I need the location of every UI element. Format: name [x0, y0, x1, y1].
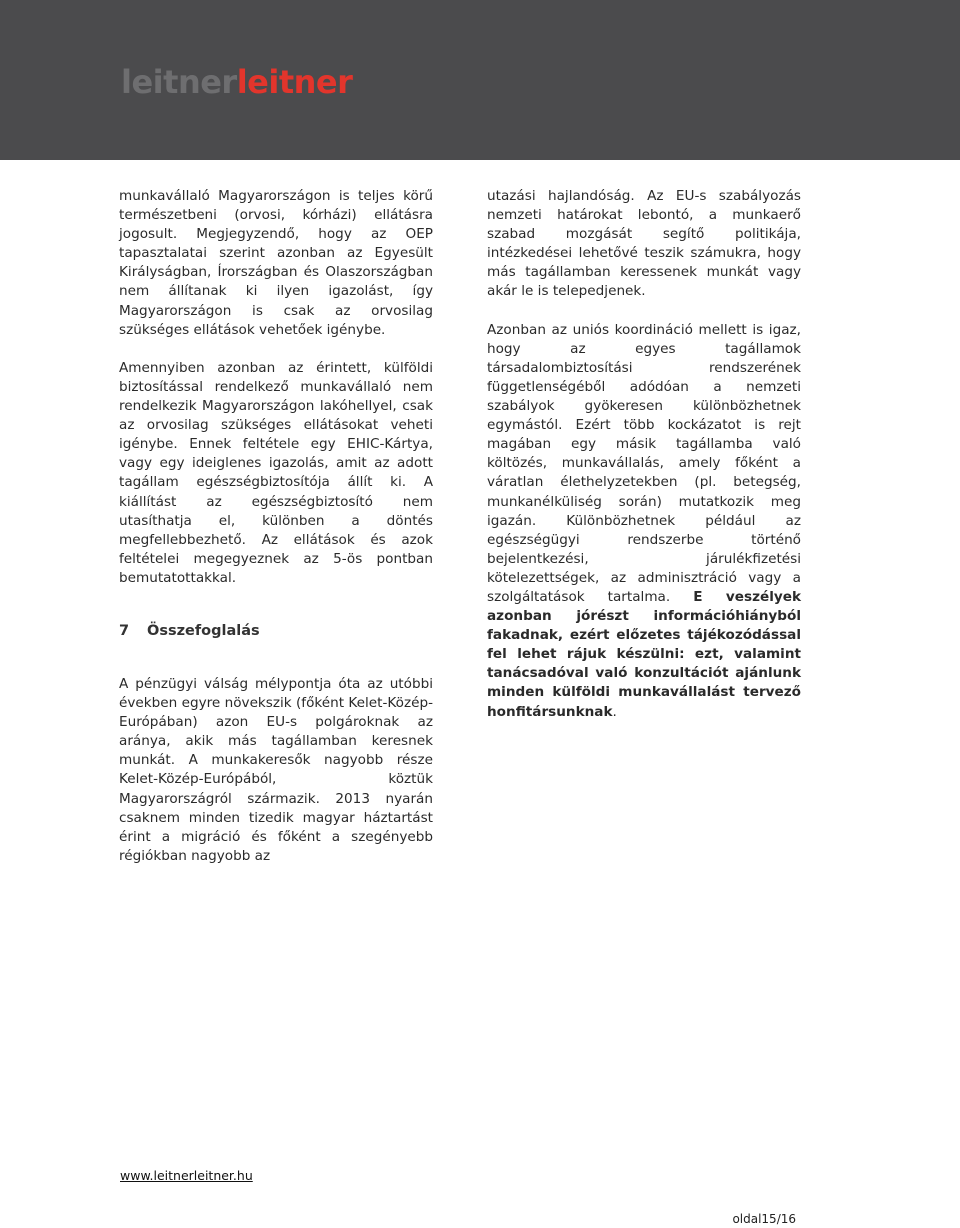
logo-part-grey: leitner — [121, 63, 237, 101]
right-column — [487, 187, 801, 741]
header-bar — [0, 0, 960, 160]
right-paragraph-2-text: Azonban az uniós koordináció mellett is igaz, hogy az egyes tagállamok társadalombiztosítási rendszerének függetlenségéből adódóan a nemzeti szabályok gyökeresen különbözhetnek egymástól. Ezért több kockázatot is rejt magában egy másik tagállamba való költözés, munkavállalás, amely főként a váratlan élethelyzetekben (pl. betegség, munkanélküliség során) mutatkozik meg igazán. Különbözhetnek például az egészségügyi rendszerbe történő bejelentkezési, járulékfizetési kötelezettségek, az adminisztráció vagy a szolgáltatások tartalma. — [487, 321, 801, 605]
company-logo — [121, 62, 352, 102]
right-paragraph-2 — [487, 321, 801, 722]
right-paragraph-1: utazási hajlandóság. Az EU-s szabályozás nemzeti határokat lebontó, a munkaerő szabad mozgását segítő politikája, intézkedései lehetővé teszik számukra, hogy más tagállamban keressenek munkát vagy akár le is telepedjenek. — [487, 188, 801, 300]
left-paragraph-1: munkavállaló Magyarországon is teljes körű természetbeni (orvosi, kórházi) ellátásra jogosult. Megjegyzendő, hogy az OEP tapasztalatai szerint azonban az Egyesült Királyságban, Írországban és Olaszországban nem állítanak ki ilyen igazolást, így Magyarországon is csak az orvosilag szükséges ellátások vehetőek igénybe. — [119, 188, 433, 338]
section-title: Összefoglalás — [147, 622, 260, 639]
website-link[interactable]: www.leitnerleitner.hu — [120, 1168, 253, 1183]
left-paragraph-3: A pénzügyi válság mélypontja óta az utóbbi években egyre növekszik (főként Kelet-Közép-Európában) azon EU-s polgároknak az aránya, akik más tagállamban keresnek munkát. A munkakeresők nagyobb része Kelet-Közép-Európából, köztük Magyarországról származik. 2013 nyarán csaknem minden tizedik magyar háztartást érint a migráció és főként a szegényebb régiókban nagyobb az — [119, 675, 433, 864]
left-paragraph-2: Amennyiben azonban az érintett, külföldi biztosítással rendelkező munkavállaló nem rendelkezik Magyarországon lakóhellyel, csak az orvosilag szükséges ellátásokat veheti igénybe. Ennek feltétele egy EHIC-Kártya, vagy egy ideiglenes igazolás, amit az adott tagállam egészségbiztosítója állít ki. A kiállítást az egészségbiztosító nem utasíthatja el, különben a döntés megfellebbezhető. Az ellátások és azok feltételei megegyeznek az 5-ös pontban bemutatottakkal. — [119, 359, 433, 586]
left-column — [119, 187, 433, 885]
right-paragraph-2-end: . — [612, 703, 617, 720]
page-number: oldal15/16 — [732, 1212, 796, 1226]
section-heading — [119, 622, 433, 641]
logo-part-red: leitner — [236, 63, 353, 101]
right-paragraph-2-bold: E veszélyek azonban jórészt információhiányból fakadnak, ezért előzetes tájékozódással fel lehet rájuk készülni: ezt, valamint tanácsadóval való konzultációt ajánlunk minden külföldi munkavállalást tervező honfitársunknak — [487, 588, 801, 720]
section-number: 7 — [119, 622, 130, 639]
